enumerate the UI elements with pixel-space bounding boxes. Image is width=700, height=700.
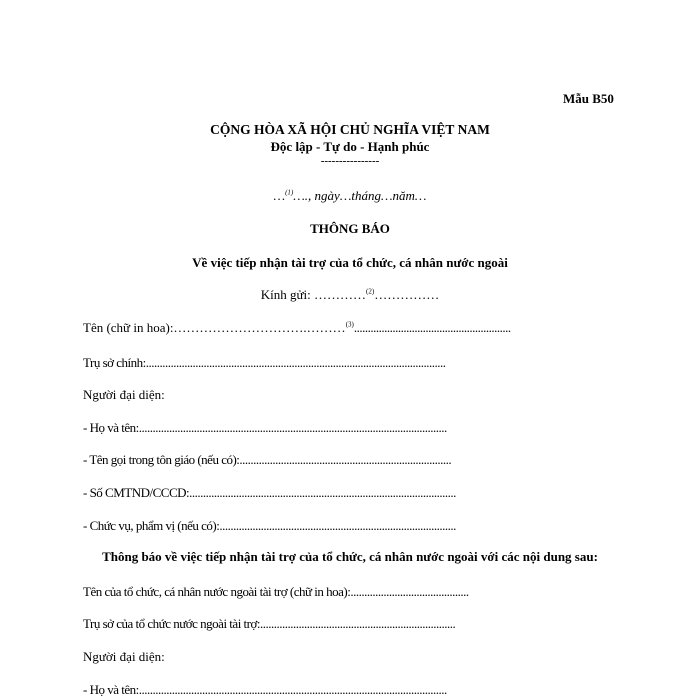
country-header: CỘNG HÒA XÃ HỘI CHỦ NGHĨA VIỆT NAM <box>210 122 490 137</box>
name-field-dots: ......................................................... <box>353 320 511 335</box>
sponsor-hq-field: Trụ sở của tổ chức nước ngoài tài trợ:....................................................................... <box>83 616 456 631</box>
headquarters-field: Trụ sở chính:............................................................................................................. <box>83 355 446 370</box>
date-prefix: … <box>273 188 286 203</box>
document-title: THÔNG BÁO <box>310 221 390 236</box>
header-rule: ---------------- <box>320 155 380 167</box>
representative-label: Người đại diện: <box>83 387 165 402</box>
full-name-field: - Họ và tên:................................................................................................................ <box>83 420 447 435</box>
section-heading: Thông báo về việc tiếp nhận tài trợ của tổ chức, cá nhân nước ngoài với các nội dung sau: <box>102 549 598 564</box>
note-2: (2) <box>366 287 375 296</box>
sponsor-full-name-field: - Họ và tên:................................................................................................................ <box>83 682 447 697</box>
recipient-prefix: Kính gửi: ………… <box>260 287 367 302</box>
name-field <box>83 320 511 336</box>
note-3: (3) <box>345 320 354 329</box>
id-number-field: - Số CMTND/CCCD:................................................................................................. <box>83 485 456 500</box>
form-code: Mẫu B50 <box>563 91 614 106</box>
sponsor-representative-label: Người đại diện: <box>83 649 165 664</box>
note-1: (1) <box>285 188 294 197</box>
religious-name-field: - Tên gọi trong tôn giáo (nếu có):............................................................................. <box>83 452 452 467</box>
recipient-suffix: …………… <box>374 287 440 302</box>
sponsor-name-field: Tên của tổ chức, cá nhân nước ngoài tài trợ (chữ in hoa):........................................... <box>83 584 469 599</box>
name-field-label: Tên (chữ in hoa):………………………….……… <box>83 320 346 335</box>
motto: Độc lập - Tự do - Hạnh phúc <box>270 139 430 154</box>
date-line <box>0 188 700 204</box>
recipient-line <box>0 287 700 303</box>
date-suffix: …., ngày…tháng…năm… <box>293 188 427 203</box>
document-subject: Về việc tiếp nhận tài trợ của tổ chức, cá nhân nước ngoài <box>192 255 508 270</box>
position-field: - Chức vụ, phẩm vị (nếu có):...................................................................................... <box>83 518 456 533</box>
